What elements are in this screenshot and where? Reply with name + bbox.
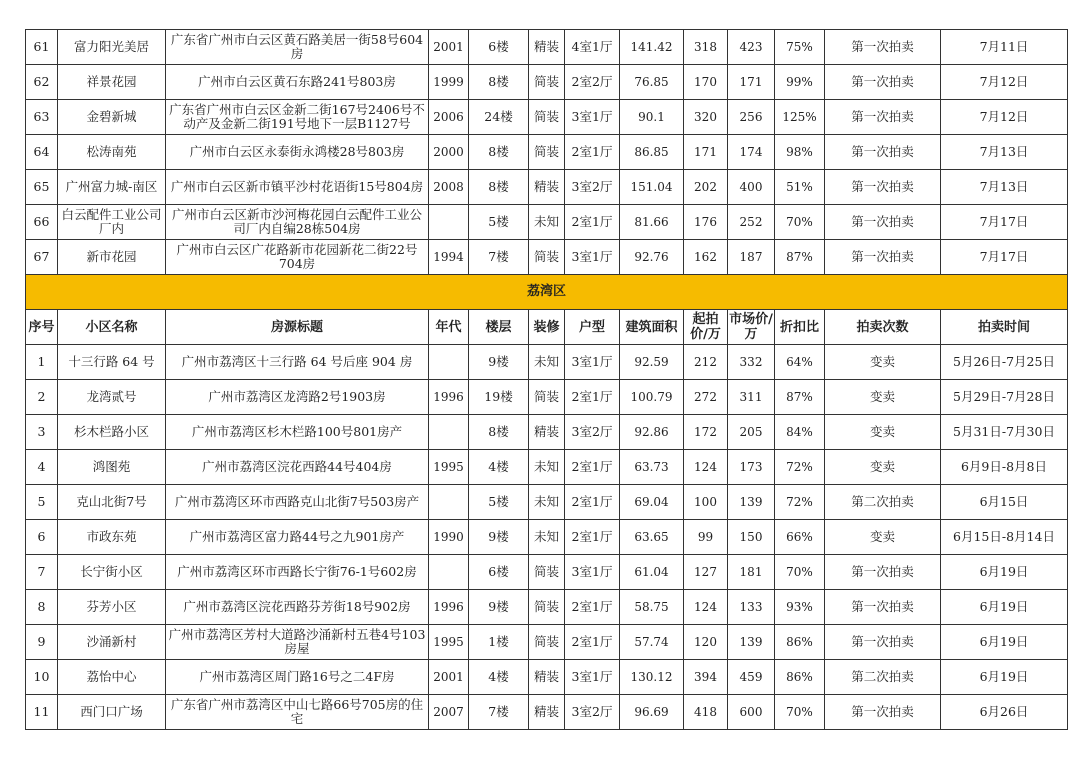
cell-market-price: 187 <box>728 240 775 275</box>
cell-date: 6月19日 <box>941 590 1068 625</box>
cell-community: 市政东苑 <box>58 520 166 555</box>
cell-community: 十三行路 64 号 <box>58 345 166 380</box>
cell-title: 广东省广州市白云区金新二街167号2406号不动产及金新二街191号地下一层B1127号 <box>166 100 429 135</box>
header-start-price: 起拍价/万 <box>684 310 728 345</box>
cell-layout: 2室1厅 <box>565 380 620 415</box>
cell-layout: 2室1厅 <box>565 135 620 170</box>
header-market-price: 市场价/万 <box>728 310 775 345</box>
cell-layout: 3室2厅 <box>565 170 620 205</box>
cell-date: 7月17日 <box>941 205 1068 240</box>
cell-discount: 72% <box>775 450 825 485</box>
cell-area: 92.59 <box>620 345 684 380</box>
cell-year: 1996 <box>429 380 469 415</box>
cell-start-price: 170 <box>684 65 728 100</box>
section-header-group <box>26 275 1068 345</box>
cell-date: 5月26日-7月25日 <box>941 345 1068 380</box>
table-row <box>26 625 1068 660</box>
cell-area: 130.12 <box>620 660 684 695</box>
cell-no: 3 <box>26 415 58 450</box>
cell-floor: 7楼 <box>469 240 529 275</box>
cell-layout: 3室2厅 <box>565 695 620 730</box>
cell-date: 6月19日 <box>941 660 1068 695</box>
cell-round: 变卖 <box>825 520 941 555</box>
cell-decoration: 简装 <box>529 100 565 135</box>
cell-discount: 70% <box>775 555 825 590</box>
cell-no: 8 <box>26 590 58 625</box>
cell-date: 6月9日-8月8日 <box>941 450 1068 485</box>
cell-market-price: 459 <box>728 660 775 695</box>
cell-market-price: 311 <box>728 380 775 415</box>
cell-market-price: 150 <box>728 520 775 555</box>
cell-layout: 3室1厅 <box>565 555 620 590</box>
cell-layout: 2室1厅 <box>565 590 620 625</box>
cell-market-price: 173 <box>728 450 775 485</box>
cell-layout: 2室2厅 <box>565 65 620 100</box>
cell-year: 2000 <box>429 135 469 170</box>
cell-market-price: 205 <box>728 415 775 450</box>
cell-discount: 99% <box>775 65 825 100</box>
cell-round: 第一次拍卖 <box>825 30 941 65</box>
cell-decoration: 精装 <box>529 660 565 695</box>
cell-round: 变卖 <box>825 450 941 485</box>
cell-year <box>429 415 469 450</box>
cell-decoration: 未知 <box>529 450 565 485</box>
table-row <box>26 590 1068 625</box>
cell-floor: 24楼 <box>469 100 529 135</box>
cell-decoration: 精装 <box>529 170 565 205</box>
cell-no: 1 <box>26 345 58 380</box>
cell-floor: 9楼 <box>469 345 529 380</box>
cell-no: 6 <box>26 520 58 555</box>
cell-floor: 5楼 <box>469 485 529 520</box>
header-discount: 折扣比 <box>775 310 825 345</box>
cell-area: 57.74 <box>620 625 684 660</box>
cell-area: 63.73 <box>620 450 684 485</box>
cell-layout: 2室1厅 <box>565 485 620 520</box>
cell-year <box>429 345 469 380</box>
cell-discount: 98% <box>775 135 825 170</box>
cell-community: 广州富力城-南区 <box>58 170 166 205</box>
cell-no: 5 <box>26 485 58 520</box>
cell-discount: 51% <box>775 170 825 205</box>
header-decoration: 装修 <box>529 310 565 345</box>
cell-round: 第一次拍卖 <box>825 555 941 590</box>
cell-community: 新市花园 <box>58 240 166 275</box>
cell-no: 62 <box>26 65 58 100</box>
cell-date: 5月31日-7月30日 <box>941 415 1068 450</box>
cell-no: 65 <box>26 170 58 205</box>
cell-decoration: 精装 <box>529 695 565 730</box>
table-row <box>26 135 1068 170</box>
cell-market-price: 139 <box>728 485 775 520</box>
cell-decoration: 简装 <box>529 135 565 170</box>
cell-date: 6月26日 <box>941 695 1068 730</box>
cell-year: 1996 <box>429 590 469 625</box>
table-row <box>26 170 1068 205</box>
cell-round: 第一次拍卖 <box>825 170 941 205</box>
cell-year <box>429 205 469 240</box>
cell-discount: 75% <box>775 30 825 65</box>
cell-title: 广州市荔湾区环市西路克山北街7号503房产 <box>166 485 429 520</box>
cell-round: 第一次拍卖 <box>825 590 941 625</box>
cell-start-price: 212 <box>684 345 728 380</box>
cell-layout: 2室1厅 <box>565 450 620 485</box>
cell-area: 141.42 <box>620 30 684 65</box>
cell-discount: 86% <box>775 660 825 695</box>
cell-date: 6月19日 <box>941 625 1068 660</box>
cell-decoration: 未知 <box>529 205 565 240</box>
table-row <box>26 660 1068 695</box>
cell-year: 2007 <box>429 695 469 730</box>
cell-date: 6月19日 <box>941 555 1068 590</box>
cell-decoration: 未知 <box>529 520 565 555</box>
cell-no: 10 <box>26 660 58 695</box>
cell-area: 92.86 <box>620 415 684 450</box>
header-name: 小区名称 <box>58 310 166 345</box>
cell-market-price: 332 <box>728 345 775 380</box>
cell-no: 64 <box>26 135 58 170</box>
cell-start-price: 162 <box>684 240 728 275</box>
cell-start-price: 418 <box>684 695 728 730</box>
cell-round: 第一次拍卖 <box>825 625 941 660</box>
top-section-rows <box>26 30 1068 275</box>
cell-date: 6月15日-8月14日 <box>941 520 1068 555</box>
cell-community: 鸿图苑 <box>58 450 166 485</box>
cell-date: 7月12日 <box>941 65 1068 100</box>
cell-layout: 3室1厅 <box>565 345 620 380</box>
cell-year: 2001 <box>429 30 469 65</box>
cell-start-price: 172 <box>684 415 728 450</box>
cell-decoration: 简装 <box>529 590 565 625</box>
cell-year: 1995 <box>429 450 469 485</box>
cell-start-price: 124 <box>684 450 728 485</box>
table-row <box>26 695 1068 730</box>
cell-layout: 3室1厅 <box>565 100 620 135</box>
cell-community: 西门口广场 <box>58 695 166 730</box>
cell-community: 沙涌新村 <box>58 625 166 660</box>
table-row <box>26 450 1068 485</box>
liwan-section-rows <box>26 345 1068 730</box>
cell-no: 7 <box>26 555 58 590</box>
cell-title: 广州市荔湾区环市西路长宁街76-1号602房 <box>166 555 429 590</box>
cell-floor: 6楼 <box>469 555 529 590</box>
cell-floor: 5楼 <box>469 205 529 240</box>
cell-discount: 72% <box>775 485 825 520</box>
cell-area: 86.85 <box>620 135 684 170</box>
cell-no: 2 <box>26 380 58 415</box>
cell-community: 祥景花园 <box>58 65 166 100</box>
table-row <box>26 240 1068 275</box>
cell-discount: 70% <box>775 205 825 240</box>
cell-start-price: 100 <box>684 485 728 520</box>
cell-community: 杉木栏路小区 <box>58 415 166 450</box>
cell-area: 63.65 <box>620 520 684 555</box>
cell-no: 61 <box>26 30 58 65</box>
table-row <box>26 415 1068 450</box>
cell-floor: 8楼 <box>469 170 529 205</box>
table-row <box>26 100 1068 135</box>
header-title: 房源标题 <box>166 310 429 345</box>
header-round: 拍卖次数 <box>825 310 941 345</box>
cell-market-price: 174 <box>728 135 775 170</box>
cell-discount: 84% <box>775 415 825 450</box>
cell-date: 7月13日 <box>941 170 1068 205</box>
cell-floor: 4楼 <box>469 660 529 695</box>
section-title: 荔湾区 <box>26 275 1068 310</box>
header-no: 序号 <box>26 310 58 345</box>
cell-title: 广州市荔湾区浣花西路芬芳街18号902房 <box>166 590 429 625</box>
cell-area: 92.76 <box>620 240 684 275</box>
header-date: 拍卖时间 <box>941 310 1068 345</box>
cell-no: 4 <box>26 450 58 485</box>
cell-start-price: 394 <box>684 660 728 695</box>
cell-start-price: 202 <box>684 170 728 205</box>
cell-round: 第二次拍卖 <box>825 485 941 520</box>
cell-layout: 3室1厅 <box>565 660 620 695</box>
cell-title: 广州市白云区黄石东路241号803房 <box>166 65 429 100</box>
cell-layout: 4室1厅 <box>565 30 620 65</box>
header-year: 年代 <box>429 310 469 345</box>
cell-community: 白云配件工业公司厂内 <box>58 205 166 240</box>
cell-market-price: 133 <box>728 590 775 625</box>
cell-area: 90.1 <box>620 100 684 135</box>
cell-no: 9 <box>26 625 58 660</box>
cell-decoration: 简装 <box>529 380 565 415</box>
header-floor: 楼层 <box>469 310 529 345</box>
cell-community: 富力阳光美居 <box>58 30 166 65</box>
cell-floor: 7楼 <box>469 695 529 730</box>
cell-floor: 8楼 <box>469 65 529 100</box>
cell-discount: 93% <box>775 590 825 625</box>
cell-decoration: 简装 <box>529 555 565 590</box>
cell-market-price: 423 <box>728 30 775 65</box>
cell-discount: 87% <box>775 380 825 415</box>
cell-decoration: 简装 <box>529 240 565 275</box>
auction-table <box>25 29 1068 730</box>
cell-title: 广州市白云区永泰街永鸿楼28号803房 <box>166 135 429 170</box>
table-row <box>26 380 1068 415</box>
cell-community: 长宁街小区 <box>58 555 166 590</box>
cell-area: 151.04 <box>620 170 684 205</box>
cell-layout: 2室1厅 <box>565 625 620 660</box>
cell-decoration: 精装 <box>529 30 565 65</box>
table-row <box>26 205 1068 240</box>
cell-floor: 4楼 <box>469 450 529 485</box>
cell-decoration: 简装 <box>529 65 565 100</box>
cell-no: 66 <box>26 205 58 240</box>
cell-no: 11 <box>26 695 58 730</box>
cell-community: 松涛南苑 <box>58 135 166 170</box>
cell-decoration: 精装 <box>529 415 565 450</box>
cell-title: 广州市荔湾区十三行路 64 号后座 904 房 <box>166 345 429 380</box>
cell-area: 100.79 <box>620 380 684 415</box>
cell-decoration: 简装 <box>529 625 565 660</box>
cell-title: 广州市荔湾区浣花西路44号404房 <box>166 450 429 485</box>
cell-no: 63 <box>26 100 58 135</box>
cell-year: 1999 <box>429 65 469 100</box>
cell-round: 第一次拍卖 <box>825 65 941 100</box>
cell-start-price: 99 <box>684 520 728 555</box>
cell-community: 克山北街7号 <box>58 485 166 520</box>
cell-area: 61.04 <box>620 555 684 590</box>
cell-layout: 3室1厅 <box>565 240 620 275</box>
cell-layout: 2室1厅 <box>565 520 620 555</box>
cell-round: 第一次拍卖 <box>825 695 941 730</box>
cell-start-price: 120 <box>684 625 728 660</box>
cell-floor: 19楼 <box>469 380 529 415</box>
table-row <box>26 485 1068 520</box>
cell-market-price: 400 <box>728 170 775 205</box>
cell-decoration: 未知 <box>529 485 565 520</box>
cell-area: 81.66 <box>620 205 684 240</box>
cell-year: 1994 <box>429 240 469 275</box>
section-title-row <box>26 275 1068 310</box>
cell-year: 1990 <box>429 520 469 555</box>
cell-title: 广州市荔湾区杉木栏路100号801房产 <box>166 415 429 450</box>
cell-decoration: 未知 <box>529 345 565 380</box>
cell-date: 5月29日-7月28日 <box>941 380 1068 415</box>
cell-round: 变卖 <box>825 415 941 450</box>
cell-title: 广州市白云区广花路新市花园新花二街22号704房 <box>166 240 429 275</box>
cell-year <box>429 555 469 590</box>
cell-round: 变卖 <box>825 345 941 380</box>
cell-round: 变卖 <box>825 380 941 415</box>
table-row <box>26 345 1068 380</box>
cell-start-price: 272 <box>684 380 728 415</box>
cell-floor: 8楼 <box>469 135 529 170</box>
auction-sheet <box>25 29 1068 730</box>
cell-title: 广州市荔湾区芳村大道路沙涌新村五巷4号103房屋 <box>166 625 429 660</box>
cell-round: 第一次拍卖 <box>825 240 941 275</box>
cell-community: 龙湾贰号 <box>58 380 166 415</box>
cell-title: 广州市白云区新市沙河梅花园白云配件工业公司厂内自编28栋504房 <box>166 205 429 240</box>
cell-market-price: 600 <box>728 695 775 730</box>
cell-start-price: 320 <box>684 100 728 135</box>
cell-year: 1995 <box>429 625 469 660</box>
cell-floor: 8楼 <box>469 415 529 450</box>
header-layout: 户型 <box>565 310 620 345</box>
header-area: 建筑面积 <box>620 310 684 345</box>
cell-start-price: 171 <box>684 135 728 170</box>
cell-date: 6月15日 <box>941 485 1068 520</box>
cell-layout: 2室1厅 <box>565 205 620 240</box>
cell-market-price: 181 <box>728 555 775 590</box>
cell-discount: 125% <box>775 100 825 135</box>
cell-start-price: 318 <box>684 30 728 65</box>
cell-layout: 3室2厅 <box>565 415 620 450</box>
cell-discount: 70% <box>775 695 825 730</box>
cell-title: 广州市荔湾区周门路16号之二4F房 <box>166 660 429 695</box>
cell-date: 7月11日 <box>941 30 1068 65</box>
cell-title: 广州市白云区新市镇平沙村花语街15号804房 <box>166 170 429 205</box>
cell-area: 76.85 <box>620 65 684 100</box>
cell-market-price: 252 <box>728 205 775 240</box>
column-header-row <box>26 310 1068 345</box>
table-row <box>26 520 1068 555</box>
cell-round: 第一次拍卖 <box>825 135 941 170</box>
cell-round: 第一次拍卖 <box>825 205 941 240</box>
cell-year: 2001 <box>429 660 469 695</box>
cell-start-price: 127 <box>684 555 728 590</box>
cell-title: 广东省广州市白云区黄石路美居一街58号604房 <box>166 30 429 65</box>
cell-round: 第二次拍卖 <box>825 660 941 695</box>
cell-year: 2006 <box>429 100 469 135</box>
cell-start-price: 176 <box>684 205 728 240</box>
cell-start-price: 124 <box>684 590 728 625</box>
cell-area: 58.75 <box>620 590 684 625</box>
cell-discount: 66% <box>775 520 825 555</box>
cell-area: 69.04 <box>620 485 684 520</box>
cell-title: 广东省广州市荔湾区中山七路66号705房的住宅 <box>166 695 429 730</box>
cell-market-price: 256 <box>728 100 775 135</box>
cell-discount: 86% <box>775 625 825 660</box>
cell-title: 广州市荔湾区富力路44号之九901房产 <box>166 520 429 555</box>
cell-discount: 64% <box>775 345 825 380</box>
cell-date: 7月13日 <box>941 135 1068 170</box>
cell-community: 芬芳小区 <box>58 590 166 625</box>
cell-date: 7月17日 <box>941 240 1068 275</box>
cell-date: 7月12日 <box>941 100 1068 135</box>
cell-community: 金碧新城 <box>58 100 166 135</box>
cell-year <box>429 485 469 520</box>
cell-floor: 9楼 <box>469 590 529 625</box>
cell-round: 第一次拍卖 <box>825 100 941 135</box>
cell-floor: 1楼 <box>469 625 529 660</box>
cell-discount: 87% <box>775 240 825 275</box>
cell-year: 2008 <box>429 170 469 205</box>
cell-title: 广州市荔湾区龙湾路2号1903房 <box>166 380 429 415</box>
table-row <box>26 555 1068 590</box>
cell-market-price: 139 <box>728 625 775 660</box>
cell-floor: 6楼 <box>469 30 529 65</box>
table-row <box>26 30 1068 65</box>
cell-no: 67 <box>26 240 58 275</box>
cell-floor: 9楼 <box>469 520 529 555</box>
table-row <box>26 65 1068 100</box>
cell-market-price: 171 <box>728 65 775 100</box>
cell-community: 荔怡中心 <box>58 660 166 695</box>
cell-area: 96.69 <box>620 695 684 730</box>
